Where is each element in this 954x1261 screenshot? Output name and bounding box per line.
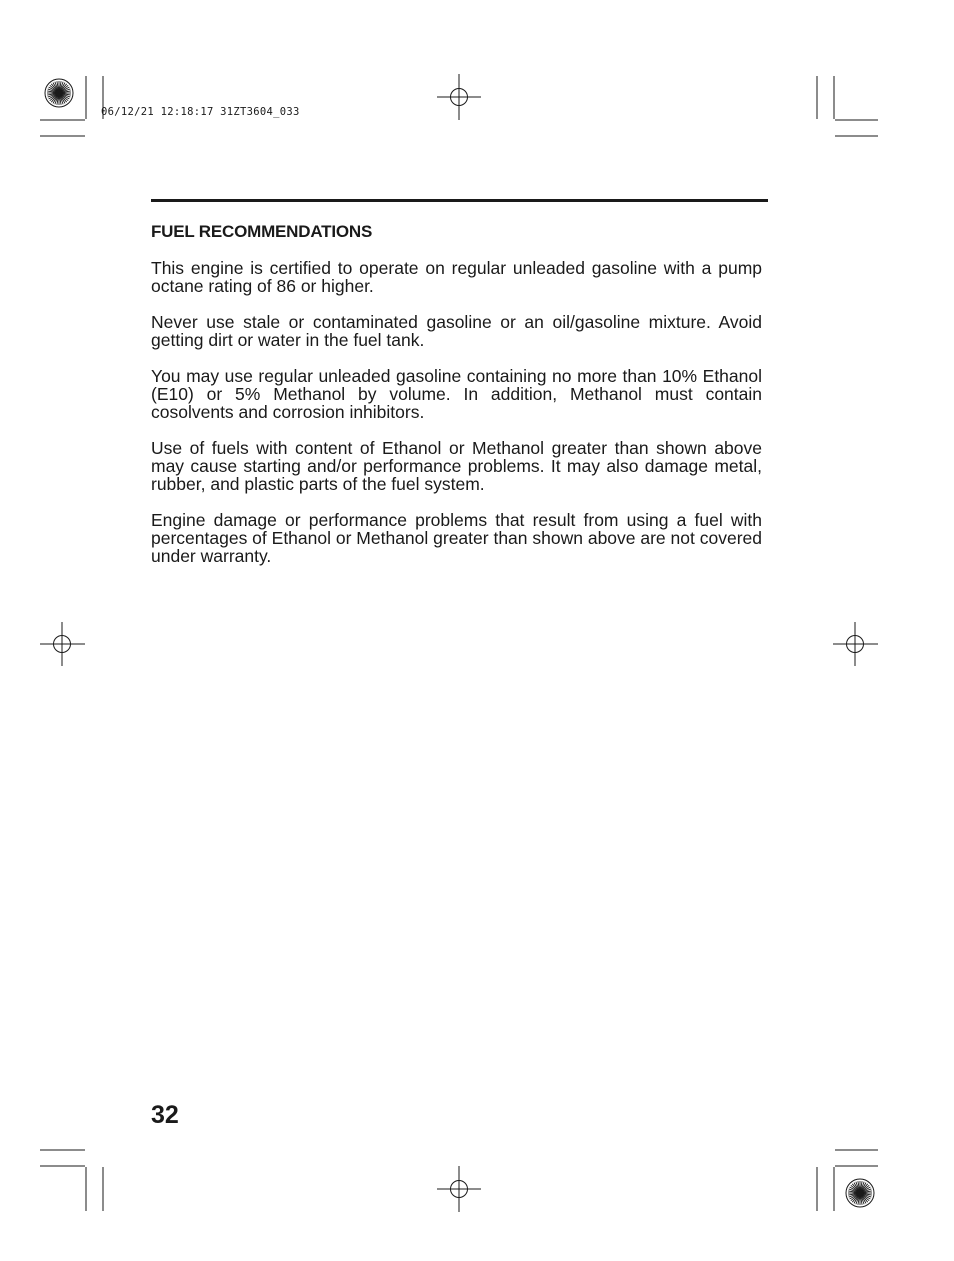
starburst-mark-top-left — [45, 79, 73, 107]
registration-target-bottom — [437, 1166, 481, 1212]
starburst-mark-bottom-right — [846, 1179, 874, 1207]
paragraph-warranty-note: Engine damage or performance problems that result from using a fuel with percentages of Ethanol or Methanol greater than shown above are not covered under warranty. — [151, 510, 762, 566]
paragraph-ethanol-methanol-limits: You may use regular unleaded gasoline containing no more than 10% Ethanol (E10) or 5% Methanol by volume. In addition, Methanol must contain cosolvents and corrosion inhibitors. — [151, 366, 762, 422]
paragraph-octane-rating: This engine is certified to operate on regular unleaded gasoline with a pump octane rating of 86 or higher. — [151, 258, 762, 296]
paragraph-fuel-problems: Use of fuels with content of Ethanol or Methanol greater than shown above may cause starting and/or performance problems. It may also damage metal, rubber, and plastic parts of the fuel system. — [151, 438, 762, 494]
section-title: FUEL RECOMMENDATIONS — [151, 222, 373, 241]
paragraph-stale-fuel-warning: Never use stale or contaminated gasoline or an oil/gasoline mixture. Avoid getting dirt or water in the fuel tank. — [151, 312, 762, 350]
print-timestamp: 06/12/21 12:18:17 31ZT3604_033 — [101, 106, 300, 118]
registration-target-left — [40, 622, 85, 666]
header-rule — [151, 199, 768, 202]
fuel-recommendations-section — [151, 222, 762, 583]
page-number: 32 — [151, 1101, 179, 1129]
registration-target-top — [437, 74, 481, 120]
registration-target-right — [833, 622, 878, 666]
